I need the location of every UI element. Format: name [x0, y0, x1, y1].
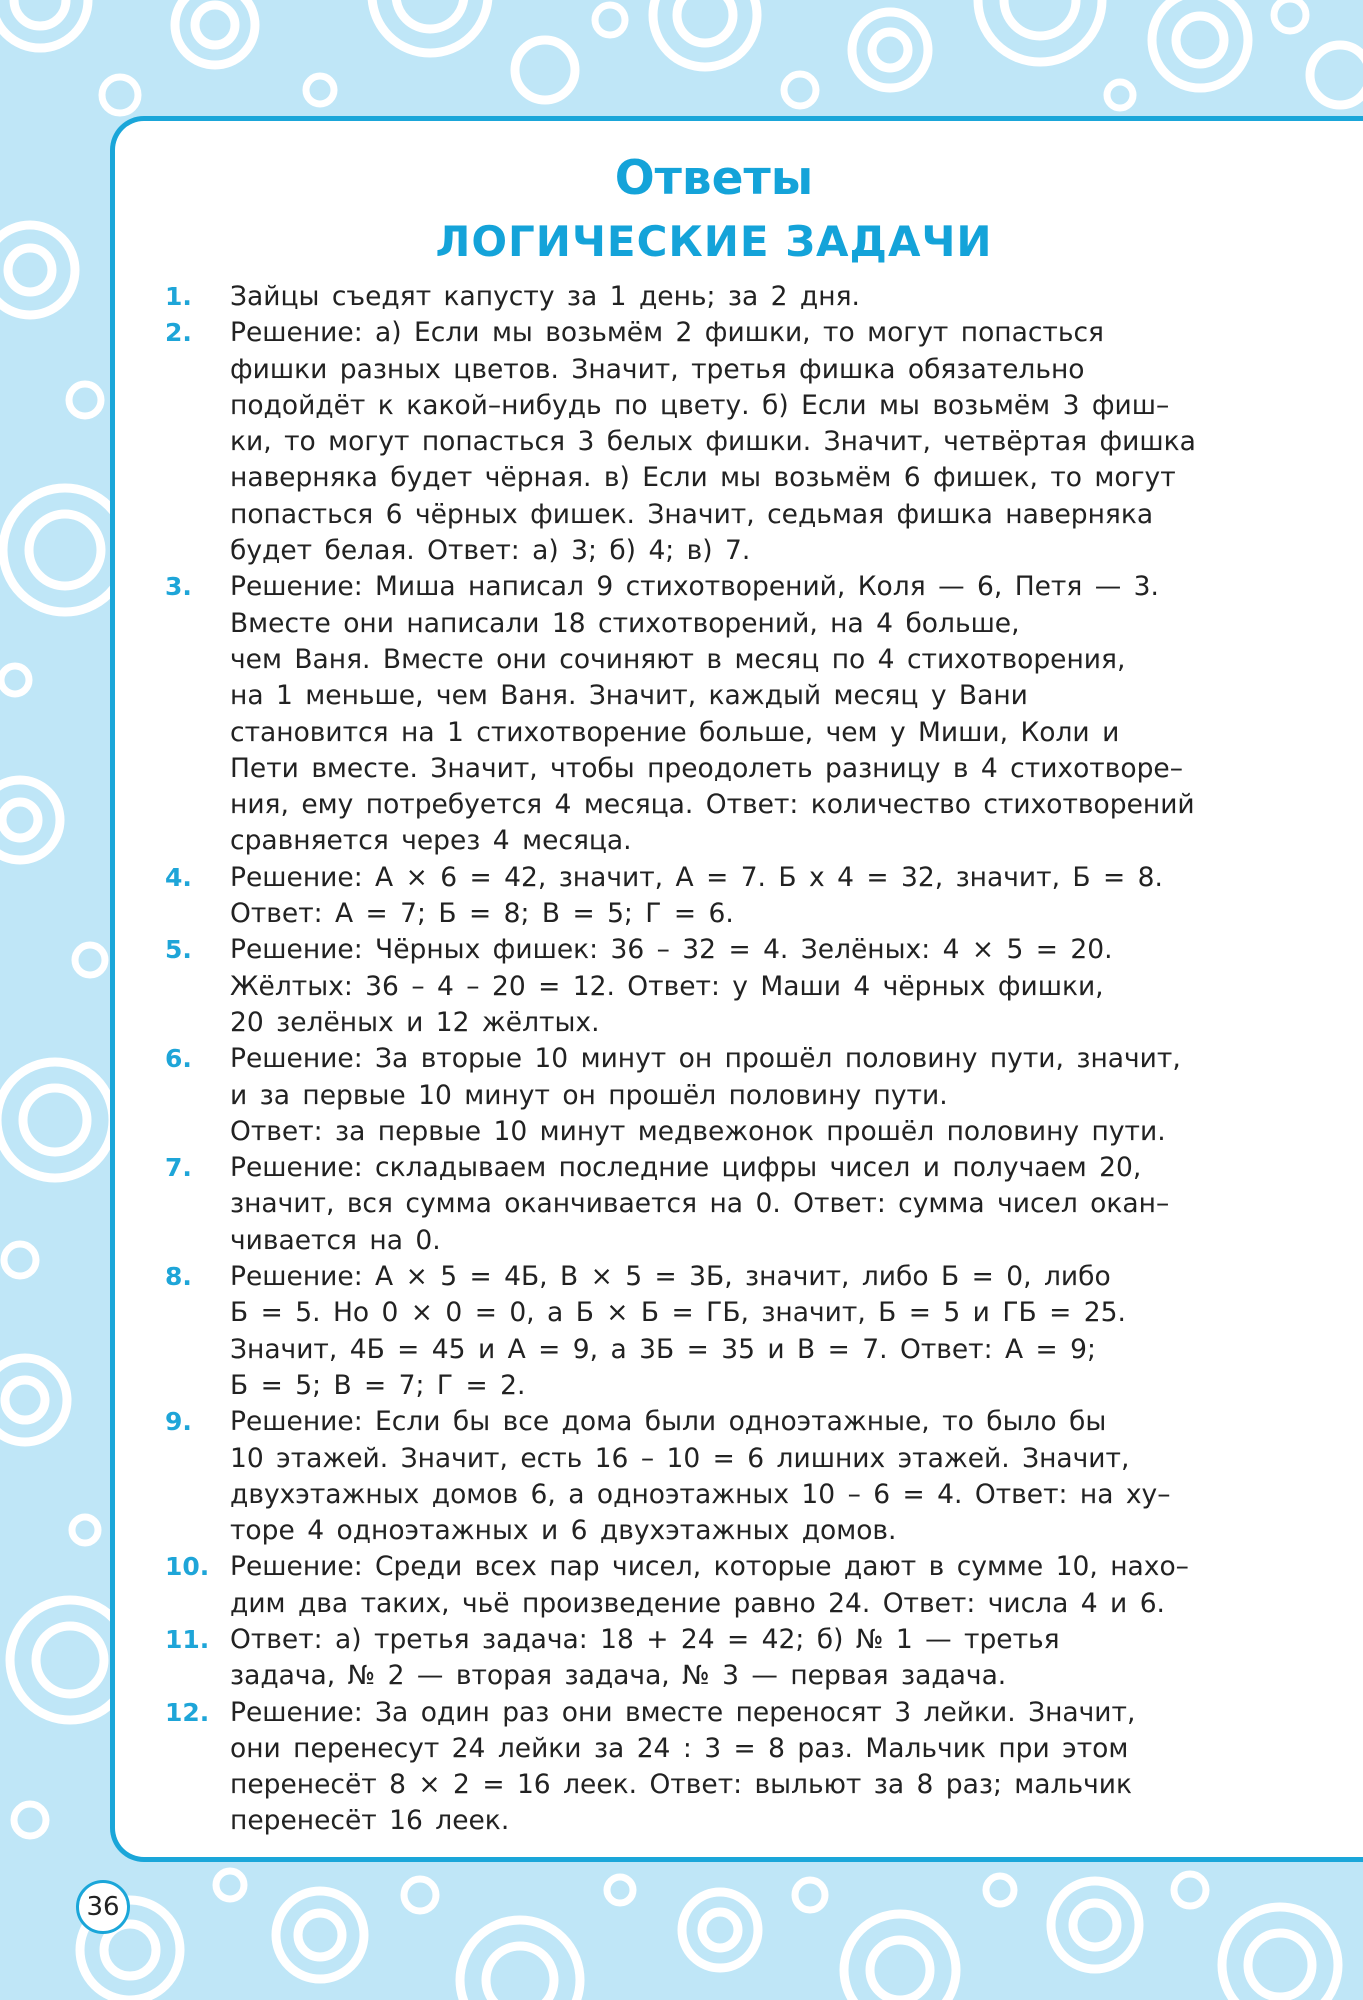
answer-number: 10. [165, 1552, 210, 1582]
answer-text: Решение: Среди всех пар чисел, которые дают в сумме 10, нахо– дим два таких, чьё произведение равно 24. Ответ: числа 4 и 6. [230, 1551, 1189, 1619]
section-subtitle: ЛОГИЧЕСКИЕ ЗАДАЧИ [435, 217, 993, 266]
answer-item [165, 1622, 1310, 1695]
page-title: Ответы [614, 151, 814, 206]
answer-item [165, 1041, 1310, 1150]
answer-text: Решение: Чёрных фишек: 36 – 32 = 4. Зелёных: 4 × 5 = 20. Жёлтых: 36 – 4 – 20 = 12. Ответ: у Маши 4 чёрных фишки, 20 зелёных и 12 жёлтых. [230, 934, 1113, 1038]
answer-text: Зайцы съедят капусту за 1 день; за 2 дня. [230, 281, 860, 312]
answer-number: 5. [165, 935, 192, 965]
answer-item [165, 860, 1310, 933]
answer-text: Решение: Миша написал 9 стихотворений, Коля — 6, Петя — 3. Вместе они написали 18 стихотворений, на 4 больше, чем Ваня. Вместе они сочиняют в месяц по 4 стихотворения, на 1 меньше, чем Ваня. Значит, каждый месяц у Вани становится на 1 стихотворение больше, чем у Миши, Коли и Пети вместе. Значит, чтобы преодолеть разницу в 4 стихотворе– ния, ему потребуется 4 месяца. Ответ: количество стихотворений сравняется через 4 месяца. [230, 571, 1195, 857]
answer-item [165, 1259, 1310, 1404]
answer-text: Решение: Если бы все дома были одноэтажные, то было бы 10 этажей. Значит, есть 16 – 10 = 6 лишних этажей. Значит, двухэтажных домов 6, а одноэтажных 10 – 6 = 4. Ответ: на ху– торе 4 одноэтажных и 6 двухэтажных домов. [230, 1406, 1171, 1547]
answers-list [165, 279, 1310, 1840]
answers-card [110, 116, 1363, 1862]
answer-item [165, 569, 1310, 859]
answer-text: Решение: А × 5 = 4Б, В × 5 = 3Б, значит, либо Б = 0, либо Б = 5. Но 0 × 0 = 0, а Б × Б = ГБ, значит, Б = 5 и ГБ = 25. Значит, 4Б = 45 и А = 9, а 3Б = 35 и В = 7. Ответ: А = 9; Б = 5; В = 7; Г = 2. [230, 1261, 1126, 1401]
answer-text: Решение: За один раз они вместе переносят 3 лейки. Значит, они перенесут 24 лейки за 24 : 3 = 8 раз. Мальчик при этом перенесёт 8 × 2 = 16 леек. Ответ: выльют за 8 раз; мальчик перенесёт 16 леек. [230, 1696, 1136, 1837]
answer-text: Решение: А × 6 = 42, значит, А = 7. Б х 4 = 32, значит, Б = 8. Ответ: А = 7; Б = 8; В = 5; Г = 6. [230, 861, 1163, 930]
answer-text: Решение: За вторые 10 минут он прошёл половину пути, значит, и за первые 10 минут он прошёл половину пути. Ответ: за первые 10 минут медвежонок прошёл половину пути. [230, 1043, 1181, 1147]
answer-number: 4. [165, 862, 192, 892]
answer-item [165, 1150, 1310, 1259]
page-number-badge: 36 [76, 1880, 130, 1934]
answer-number: 11. [165, 1624, 210, 1654]
answer-text: Решение: складываем последние цифры чисел и получаем 20, значит, вся сумма оканчивается на 0. Ответ: сумма чисел окан– чивается на 0. [230, 1152, 1170, 1256]
answer-number: 3. [165, 572, 192, 602]
answer-item [165, 1695, 1310, 1840]
answer-number: 8. [165, 1262, 192, 1292]
answer-text: Ответ: а) третья задача: 18 + 24 = 42; б) № 1 — третья задача, № 2 — вторая задача, № 3 — первая задача. [230, 1623, 1060, 1692]
answer-number: 9. [165, 1407, 192, 1437]
answer-item [165, 279, 1310, 315]
answer-number: 2. [165, 318, 192, 348]
answer-item [165, 1404, 1310, 1549]
answer-item [165, 932, 1310, 1041]
answer-number: 1. [165, 282, 192, 311]
answer-item [165, 315, 1310, 569]
answer-number: 6. [165, 1044, 192, 1074]
answer-item [165, 1549, 1310, 1622]
answer-number: 7. [165, 1153, 192, 1183]
answer-text: Решение: а) Если мы возьмём 2 фишки, то могут попасться фишки разных цветов. Значит, третья фишка обязательно подойдёт к какой–нибудь по цвету. б) Если мы возьмём 3 фиш– ки, то могут попасться 3 белых фишки. Значит, четвёртая фишка наверняка будет чёрная. в) Если мы возьмём 6 фишек, то могут попасться 6 чёрных фишек. Значит, седьмая фишка наверняка будет белая. Ответ: а) 3; б) 4; в) 7. [230, 317, 1196, 567]
answer-number: 12. [165, 1697, 210, 1727]
